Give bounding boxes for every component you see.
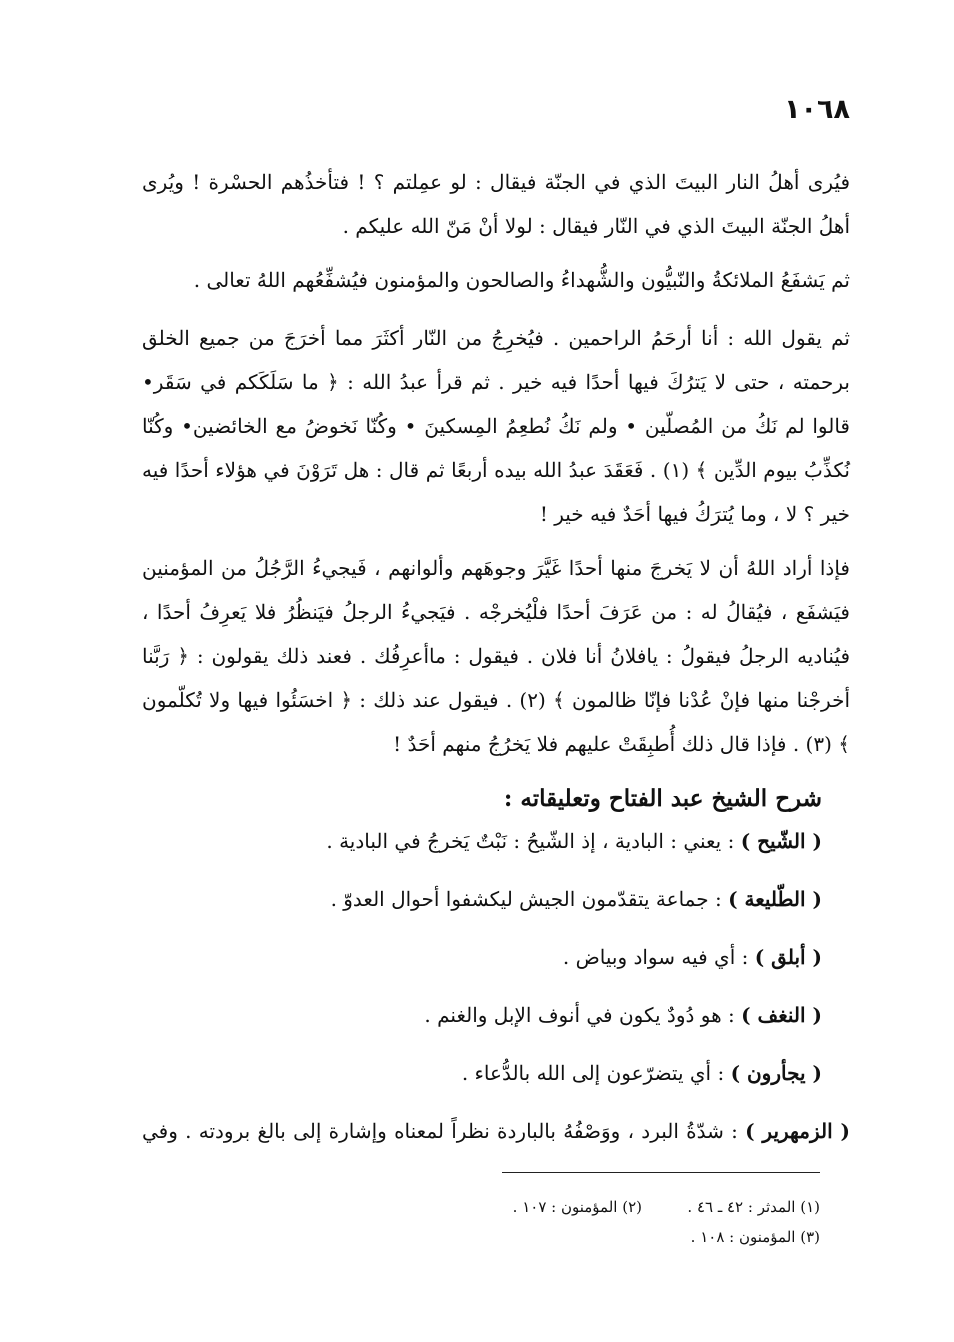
gloss-term: ( النغف ) [741, 1003, 822, 1027]
gloss-term: ( الشّيح ) [740, 829, 822, 853]
gloss-term: ( يجأرون ) [730, 1061, 822, 1085]
page-number: ١٠٦٨ [784, 94, 850, 125]
footnote: (٣) المؤمنون : ١٠٨ . [690, 1228, 820, 1246]
commentary-heading: شرح الشيخ عبد الفتاح وتعليقاته : [503, 785, 822, 812]
footnotes [300, 1192, 820, 1252]
gloss-entry [142, 884, 822, 914]
paragraph: ثم يقول الله : أنا أرحَمُ الراحمين . فيُخرِجُ من النّار أكثَرَ مما أخرَجَ من جميع الخلق برحمته ، حتى لا يَترُكَ فيها أحدًا فيه خير . ثم قرأ عبدُ الله : ﴿ ما سَلَكَكم في سَقَر• قالوا لم نَكُ من المُصلّين • ولم نَكُ نُطعِمُ المِسكينَ • وكُنّا نَخوضُ مع الخائضين• وكُنّا نُكذِّبُ بيوم الدِّين ﴾ (١) . فَعَقَدَ عبدُ الله بيده أربعًا ثم قال : هل تَرَوْنَ في هؤلاء أحدًا فيه خير ؟ لا ، وما يُترَكُ فيها أحَدٌ فيه خير ! [142, 326, 850, 526]
footnote: (٢) المؤمنون : ١٠٧ . [512, 1198, 642, 1216]
gloss-term: ( الزمهرير ) [745, 1119, 850, 1143]
gloss-definition: : يعني : البادية ، إذ الشّيحُ : نَبْتٌ يَخرجُ في البادية . [326, 829, 741, 853]
gloss-term: ( الطّليعة ) [728, 887, 822, 911]
footnote-row [300, 1192, 820, 1222]
paragraph: فيُرى أهلُ النار البيتَ الذي في الجنّة فيقال : لو عمِلتم ؟ ! فتأخذُهم الحسْرة ! ويُرى أهلُ الجنّة البيتَ الذي في النّار فيقال : لولا أنْ مَنّ الله عليكم . [142, 170, 850, 238]
footnote: (١) المدثر : ٤٢ ـ ٤٦ . [687, 1198, 820, 1216]
gloss-definition: : أي يتضرّعون إلى الله بالدُّعاء . [461, 1061, 731, 1085]
footnote-divider [502, 1172, 820, 1173]
gloss-definition: : هو دُودٌ يكون في أنوف الإبل والغنم . [424, 1003, 742, 1027]
gloss-entry [142, 826, 822, 856]
footnote-row [300, 1222, 820, 1252]
gloss-entry [142, 1058, 822, 1088]
gloss-term: ( أبلق ) [754, 945, 822, 969]
paragraph: ثم يَشفَعُ الملائكةُ والنّبيُّون والشُّهداءُ والصالحون والمؤمنون فيُشفِّعُهم اللهُ تعالى . [193, 268, 850, 292]
main-text [142, 160, 850, 1146]
gloss-entry [142, 942, 822, 972]
gloss-entry [142, 1116, 850, 1146]
gloss-definition: : شدّةُ البرد ، ووَصْفُهُ بالباردة نظراً لمعناه وإشارة إلى بالغ برودته . وفي [142, 1119, 746, 1143]
gloss-definition: : أي فيه سواد وبياض . [562, 945, 755, 969]
gloss-definition: : جماعة يتقدّمون الجيش ليكشفوا أحوال العدوّ . [330, 887, 729, 911]
gloss-entry [142, 1000, 822, 1030]
paragraph: فإذا أراد اللهُ أن لا يَخرجَ منها أحدًا غَيَّرَ وجوهَهم وألوانهم ، فَيجيءُ الرَّجُلُ من المؤمنين فيَشفَع ، فيُقالُ له : من عَرَفَ أحدًا فلْيُخرجْه . فيَجيءُ الرجلُ فيَنظُرُ فلا يَعرِفُ أحدًا ، فيُناديه الرجلُ فيقولُ : يافلانُ أنا فلان . فيقول : ماأعرِفُك . فعند ذلك يقولون : ﴿ رَبَّنا أخرجْنا منها فإنْ عُدْنا فإنّا ظالمون ﴾ (٢) . فيقول عند ذلك : ﴿ اخسَئُوا فيها ولا تُكلّمون ﴾ (٣) . فإذا قال ذلك أُطبِقَتْ عليهم فلا يَخرُجُ منهم أحَدٌ ! [142, 556, 851, 756]
